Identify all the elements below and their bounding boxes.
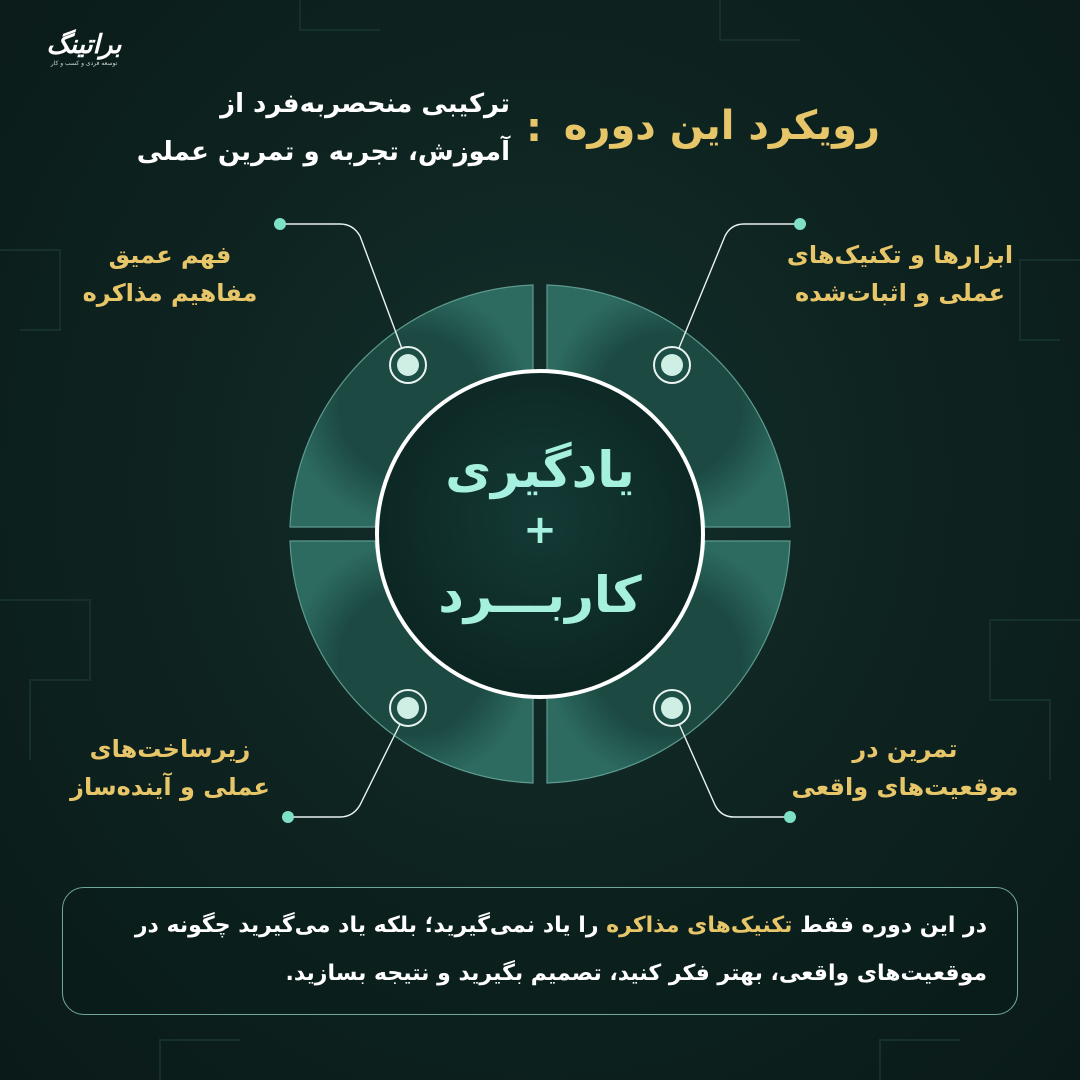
summary-text-part: را یاد نمی‌گیرید؛ بلکه یاد می‌گیرید چگونه در [134,913,607,938]
label-bottom-left-line-2: عملی و آینده‌ساز [70,773,270,801]
center-plus: + [523,507,557,553]
label-top-right-line-2: عملی و اثبات‌شده [795,279,1005,307]
page-title: رویکرد این دوره [563,103,880,149]
summary-text [93,902,987,998]
node-marker-bottom-left [390,690,426,726]
label-bottom-left [60,730,280,806]
endpoint-dot-top-left [274,218,286,230]
node-marker-bottom-right [654,690,690,726]
subtitle-line-1: ترکیبی منحصربه‌فرد از [220,89,510,119]
subtitle-line-2: آموزش، تجربه و تمرین عملی [136,137,510,167]
label-top-left-line-1: فهم عمیق [108,241,232,269]
label-bottom-right-line-1: تمرین در [852,735,958,763]
label-top-left [60,236,280,312]
label-bottom-right-line-2: موقعیت‌های واقعی [791,773,1019,801]
label-bottom-left-line-1: زیرساخت‌های [89,735,251,763]
summary-line-1 [93,902,987,950]
center-learning: یادگیری [445,441,635,499]
label-top-right-line-1: ابزارها و تکنیک‌های [786,241,1014,269]
logo-subtext: توسعه فردی و کسب و کار [50,60,118,67]
logo-text: براتینگ [46,30,122,60]
center-text [380,430,700,640]
summary-highlight: تکنیک‌های مذاکره [606,913,793,938]
title-colon: : [526,105,542,151]
summary-line-2: موقعیت‌های واقعی، بهتر فکر کنید، تصمیم بگیرید و نتیجه بسازید. [285,961,987,986]
summary-box [62,887,1018,1015]
label-top-left-line-2: مفاهیم مذاکره [82,279,258,307]
summary-text-part: در این دوره فقط [792,913,987,938]
label-bottom-right [780,730,1030,806]
endpoint-dot-top-right [794,218,806,230]
endpoint-dot-bottom-right [784,811,796,823]
node-marker-top-right [654,347,690,383]
endpoint-dot-bottom-left [282,811,294,823]
label-top-right [770,236,1030,312]
center-application: کاربـــرد [438,566,642,624]
node-marker-top-left [390,347,426,383]
